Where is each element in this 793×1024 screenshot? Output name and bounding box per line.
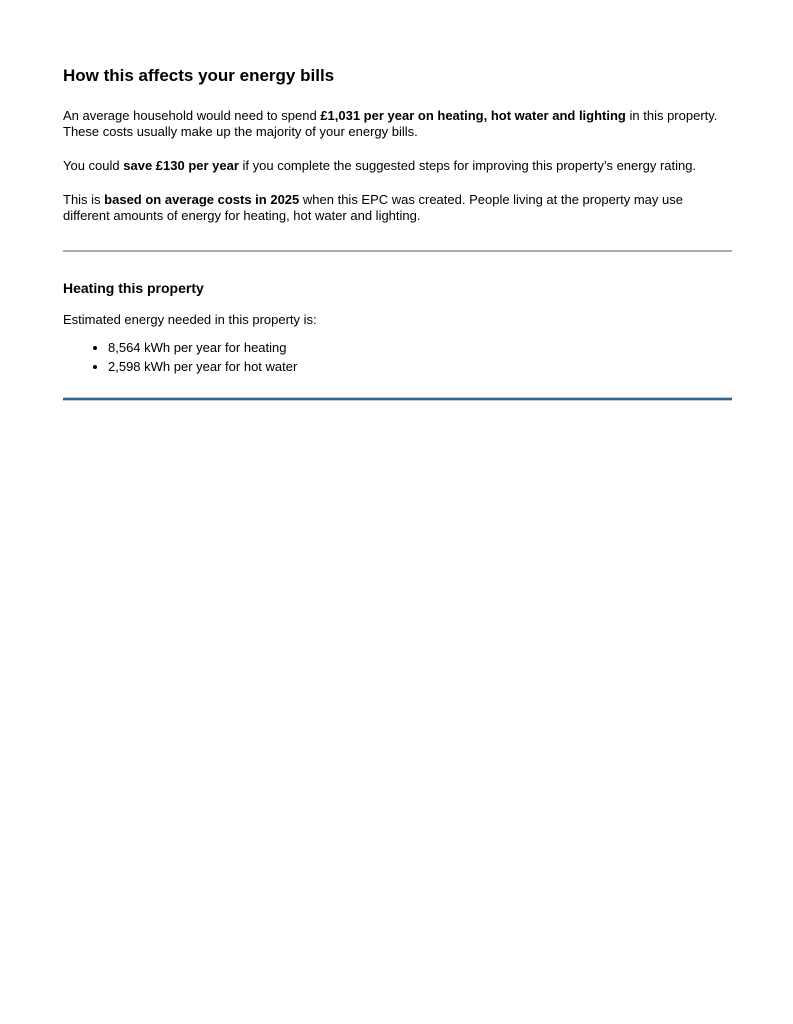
savings-text-post: if you complete the suggested steps for improving this property’s energy rating. (238, 158, 697, 173)
energy-bills-heading: How this affects your energy bills (63, 66, 335, 85)
list-item-hot-water-energy: • 2,598 kWh per year for hot water (108, 357, 732, 376)
cost-basis-year: based on average costs in 2025 (104, 192, 300, 207)
cost-basis-text-post: when this EPC was created. People living at the property may use different amounts of energy for heating, hot water and lighting. (63, 192, 683, 223)
energy-needs-list (63, 338, 732, 376)
estimated-energy-intro: Estimated energy needed in this property is: (63, 312, 317, 327)
cost-basis-paragraph (63, 192, 732, 224)
average-cost-text-pre: An average household would need to spend (63, 108, 321, 123)
section-divider-grey (63, 250, 732, 252)
savings-paragraph (63, 158, 732, 174)
average-cost-paragraph (63, 108, 732, 140)
cost-basis-text-pre: This is (63, 192, 105, 207)
epc-document-page (0, 0, 793, 401)
page-break-divider-blue (63, 397, 732, 401)
heating-heading: Heating this property (63, 280, 204, 296)
savings-text-pre: You could (63, 158, 124, 173)
average-cost-text-post: in this property. These costs usually make up the majority of your energy bills. (63, 108, 718, 139)
list-item-heating-energy: • 8,564 kWh per year for heating (108, 338, 732, 357)
energy-bills-section (63, 66, 732, 224)
average-cost-amount: £1,031 per year on heating, hot water and lighting (320, 108, 626, 123)
savings-amount: save £130 per year (123, 158, 239, 173)
heating-section (63, 280, 732, 376)
